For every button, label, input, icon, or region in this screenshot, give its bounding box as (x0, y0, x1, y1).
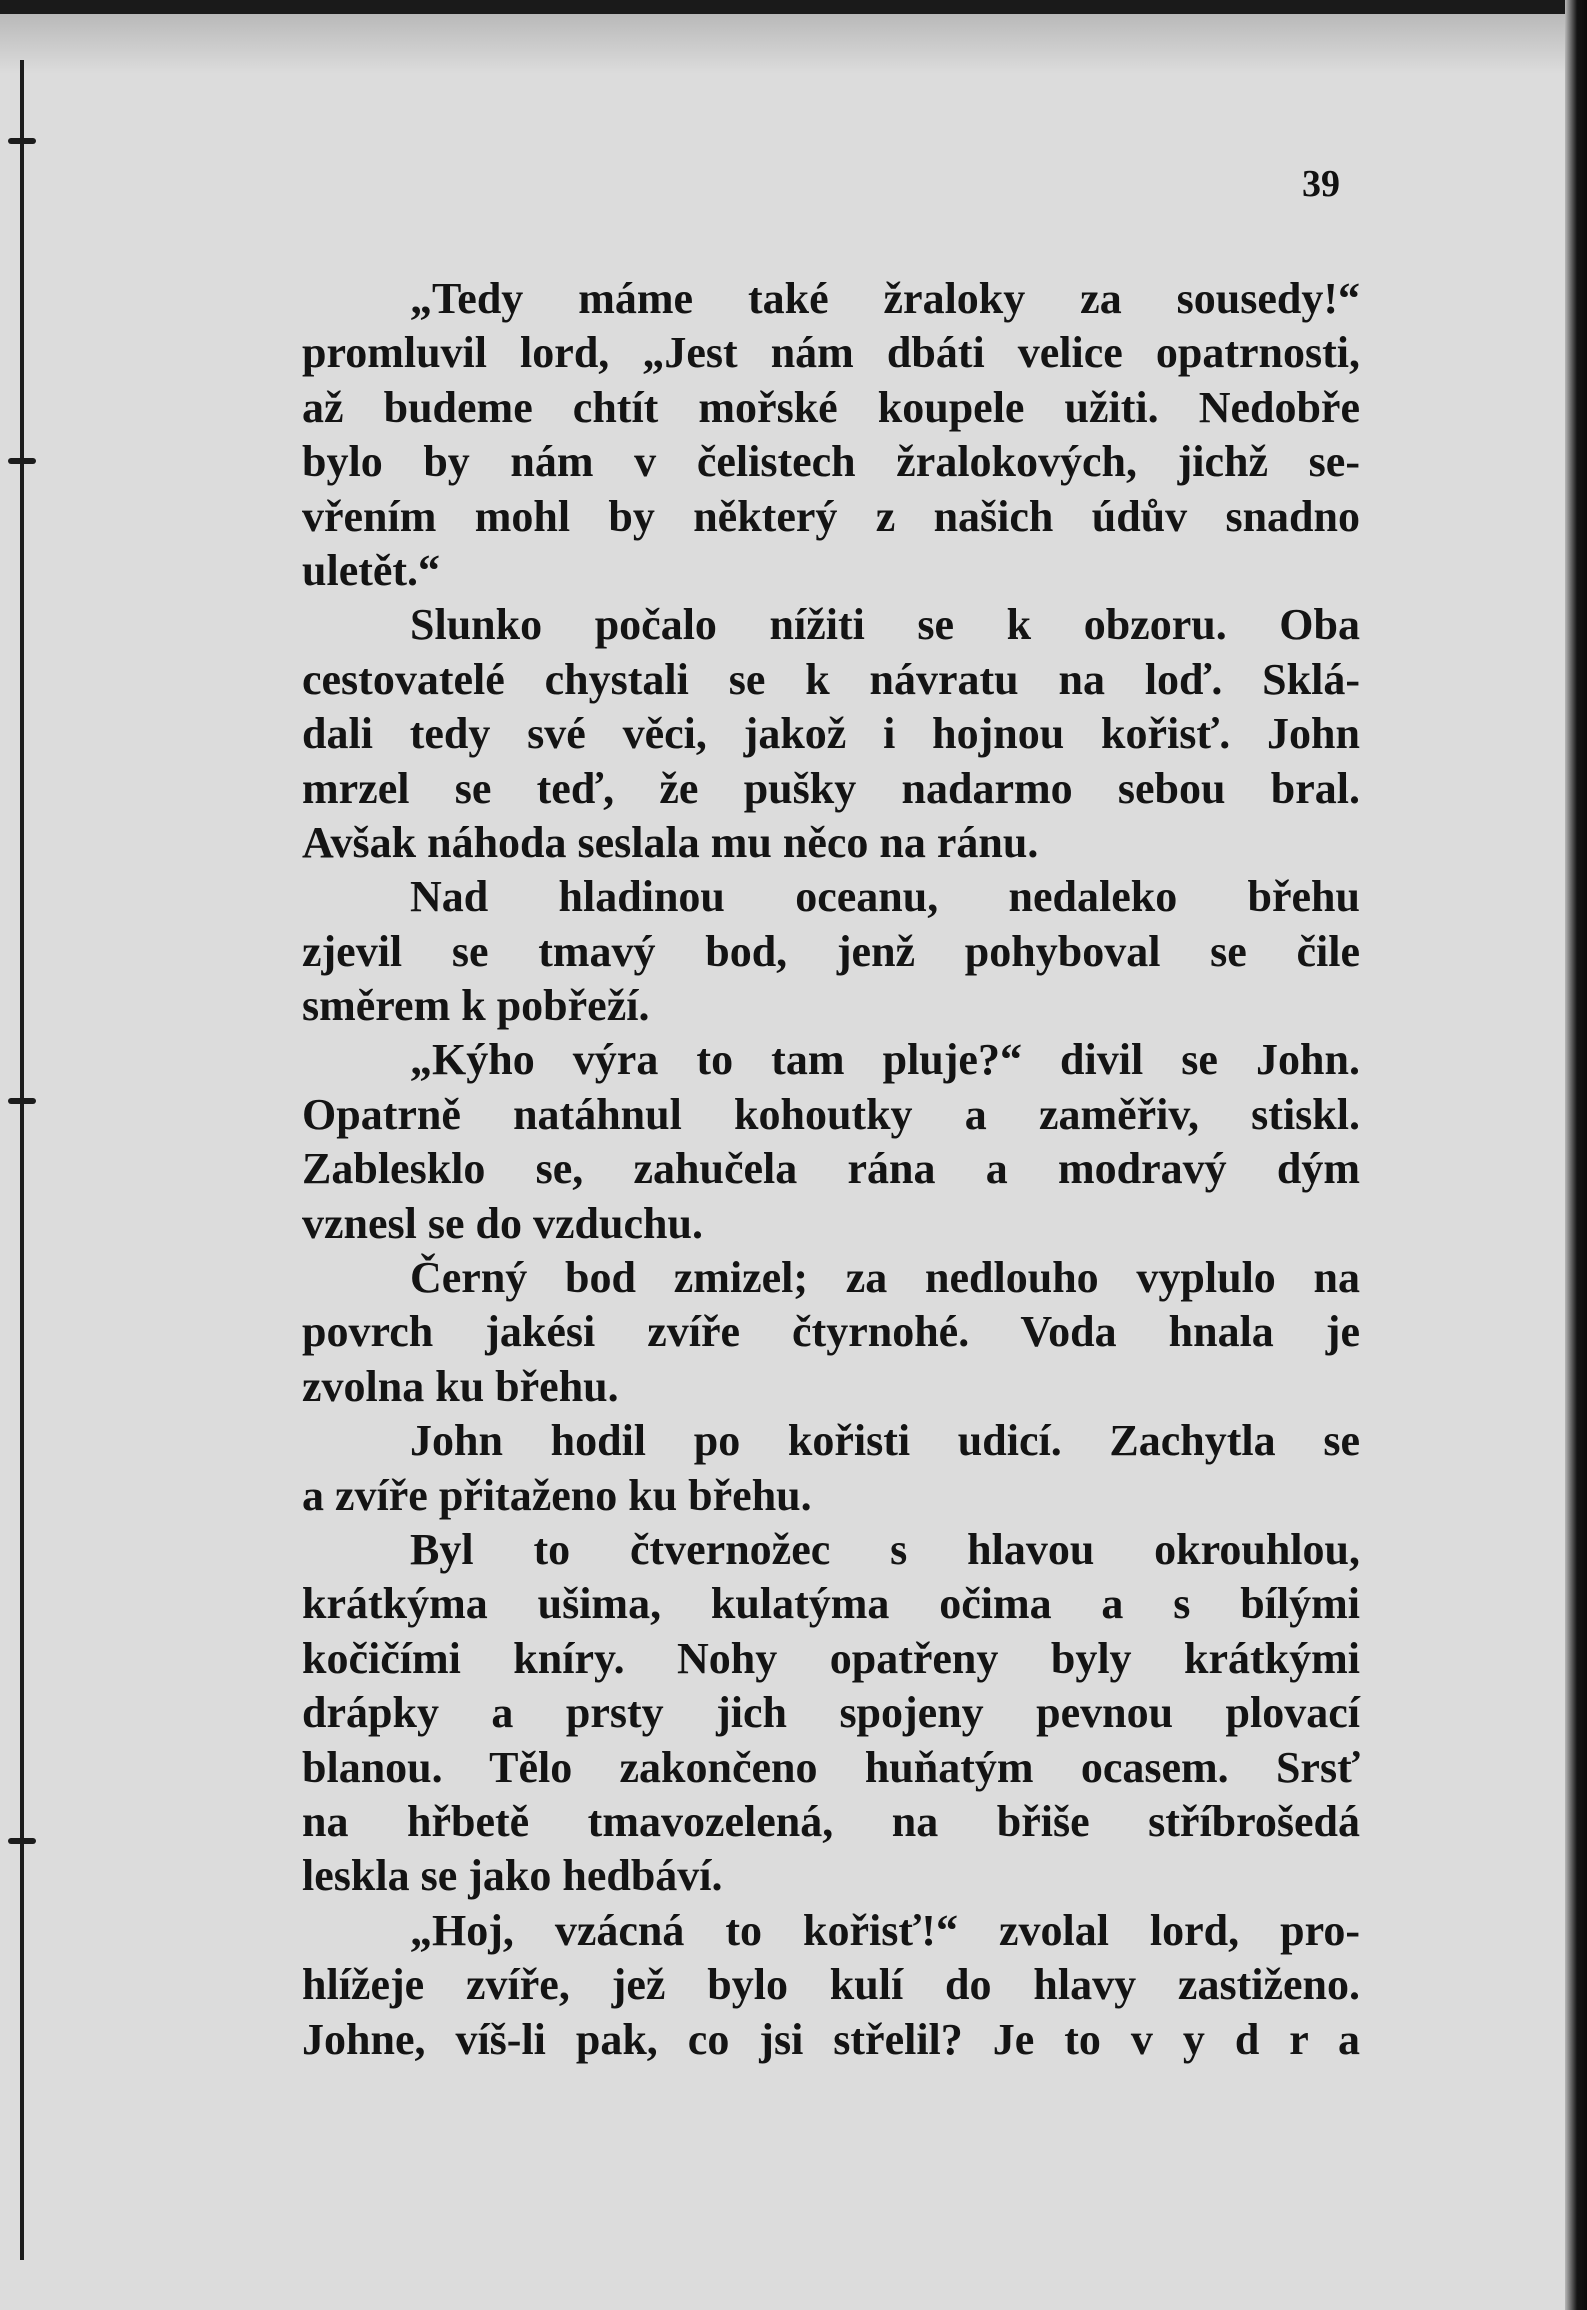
text-line: zjevil se tmavý bod, jenž pohyboval se čile (302, 926, 1360, 976)
text-line: povrch jakési zvíře čtyrnohé. Voda hnala je (302, 1307, 1360, 1357)
text-line: „Hoj, vzácná to kořisť!“ zvolal lord, pro- (410, 1905, 1360, 1955)
text-line: Opatrně natáhnul kohoutky a zaměřiv, stiskl. (302, 1089, 1360, 1139)
scan-right-edge (1565, 0, 1587, 2310)
scan-left-rule (20, 60, 24, 2260)
text-line: vznesl se do vzduchu. (302, 1198, 703, 1248)
text-line: „Tedy máme také žraloky za sousedy!“ (410, 274, 1360, 323)
text-line: krátkýma ušima, kulatýma očima a s bílými (302, 1579, 1360, 1629)
text-line: leskla se jako hedbáví. (302, 1851, 723, 1901)
text-line: dali tedy své věci, jakož i hojnou kořisť. John (302, 709, 1360, 759)
scan-left-mark (8, 1838, 36, 1844)
text-line: Nad hladinou oceanu, nedaleko břehu (410, 872, 1360, 922)
text-line: Johne, víš-li pak, co jsi střelil? Je to v y d r a (302, 2014, 1360, 2064)
text-line: a zvíře přitaženo ku břehu. (302, 1470, 812, 1520)
text-line: Černý bod zmizel; za nedlouho vyplulo na (410, 1253, 1360, 1303)
scan-left-mark (8, 458, 36, 464)
text-line: mrzel se teď, že pušky nadarmo sebou bral. (302, 763, 1360, 813)
scan-top-shadow (0, 14, 1587, 74)
text-line: Slunko počalo nížiti se k obzoru. Oba (410, 600, 1360, 650)
text-line: promluvil lord, „Jest nám dbáti velice opatrnosti, (302, 328, 1360, 378)
scan-top-edge (0, 0, 1587, 14)
scan-left-mark (8, 138, 36, 144)
text-line: Zablesklo se, zahučela rána a modravý dým (302, 1144, 1360, 1194)
body-text (302, 272, 1360, 2067)
text-line: drápky a prsty jich spojeny pevnou plovací (302, 1688, 1360, 1738)
text-line: John hodil po kořisti udicí. Zachytla se (410, 1416, 1360, 1466)
text-line: Avšak náhoda seslala mu něco na ránu. (302, 817, 1039, 867)
text-line: kočičími kníry. Nohy opatřeny byly krátkými (302, 1633, 1360, 1683)
text-line: směrem k pobřeží. (302, 981, 650, 1031)
text-line: zvolna ku břehu. (302, 1361, 619, 1411)
text-line: bylo by nám v čelistech žralokových, jichž se- (302, 437, 1360, 487)
text-line: uletět.“ (302, 545, 441, 595)
text-line: až budeme chtít mořské koupele užiti. Nedobře (302, 382, 1360, 432)
text-line: Byl to čtvernožec s hlavou okrouhlou, (410, 1524, 1360, 1574)
text-line: vřením mohl by některý z našich údův snadno (302, 491, 1360, 541)
text-line: hlížeje zvíře, jež bylo kulí do hlavy zastiženo. (302, 1960, 1360, 2010)
text-line: na hřbetě tmavozelená, na břiše stříbrošedá (302, 1796, 1360, 1846)
text-line: „Kýho výra to tam pluje?“ divil se John. (410, 1035, 1360, 1085)
scan-left-mark (8, 1098, 36, 1104)
text-line: cestovatelé chystali se k návratu na loď. Sklá- (302, 654, 1360, 704)
text-line: blanou. Tělo zakončeno huňatým ocasem. Srsť (302, 1742, 1360, 1792)
page-number: 39 (1302, 163, 1340, 205)
